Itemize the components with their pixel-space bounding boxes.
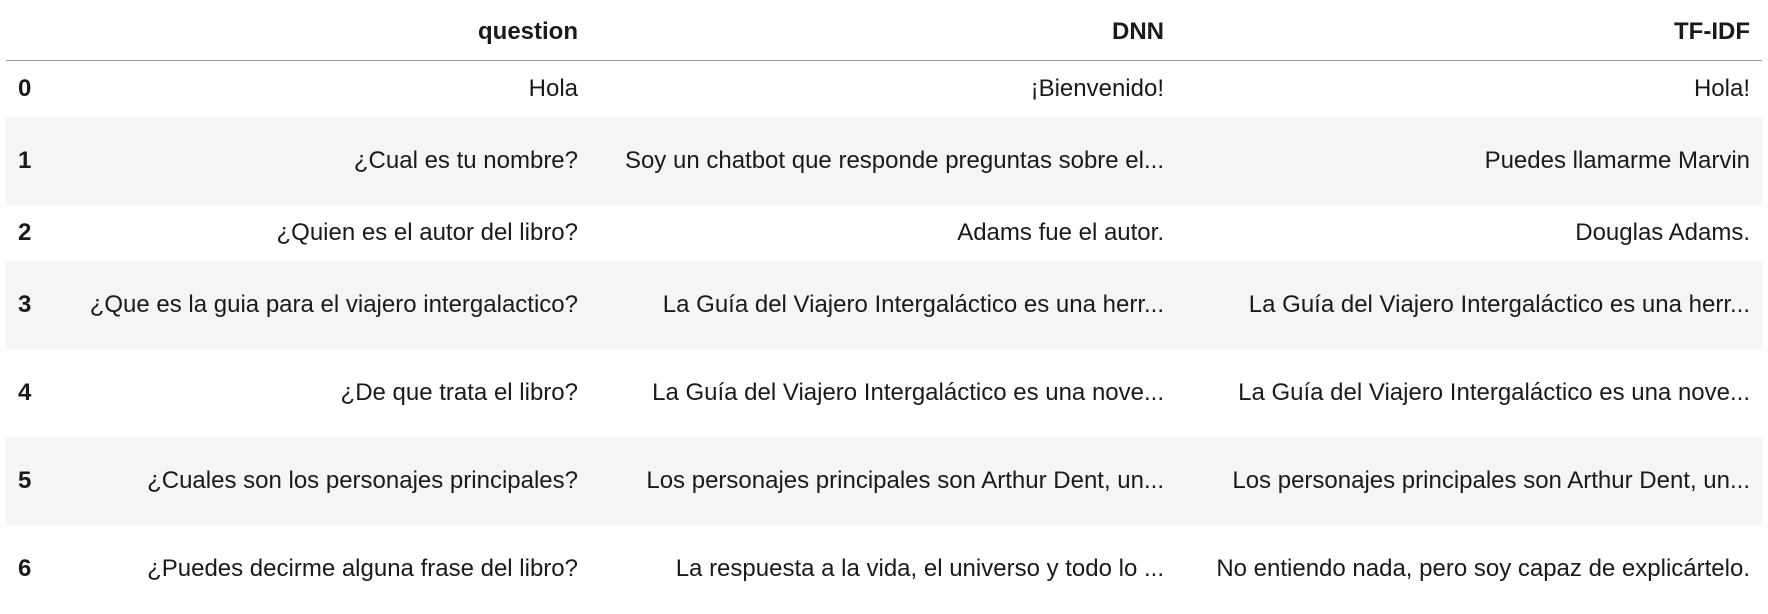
dnn-cell: Adams fue el autor. [957,219,1164,246]
table-row [6,261,1762,349]
table-row [6,205,1762,261]
dnn-cell: Soy un chatbot que responde preguntas sobre el... [624,147,1164,174]
question-cell: ¿De que trata el libro? [340,379,578,406]
question-cell: ¿Puedes decirme alguna frase del libro? [147,555,578,582]
table-row [6,61,1762,117]
row-index: 2 [18,218,32,246]
question-cell: Hola [528,75,578,103]
row-index: 1 [18,146,32,174]
table-row [6,349,1762,437]
row-index: 5 [18,466,32,494]
index-header [6,4,68,61]
question-cell: ¿Que es la guia para el viajero intergalactico? [89,291,578,318]
tfidf-cell: Hola! [1693,75,1750,103]
tfidf-cell: Los personajes principales son Arthur Dent, un... [1232,467,1750,494]
dnn-cell: La Guía del Viajero Intergaláctico es una nove... [652,379,1164,406]
dnn-cell: ¡Bienvenido! [1030,75,1164,103]
row-index: 3 [18,290,32,318]
row-index: 4 [18,378,32,406]
header-row [6,4,1762,61]
column-header-dnn: DNN [590,4,1176,61]
tfidf-cell: La Guía del Viajero Intergaláctico es una nove... [1238,379,1750,406]
dataframe-table [6,4,1762,613]
dnn-cell: Los personajes principales son Arthur Dent, un... [646,467,1164,494]
table-row [6,437,1762,525]
tfidf-cell: Douglas Adams. [1575,219,1750,246]
column-header-tfidf: TF-IDF [1176,4,1762,61]
table-row [6,117,1762,205]
dnn-cell: La Guía del Viajero Intergaláctico es una herr... [662,291,1164,318]
column-header-question: question [68,4,590,61]
question-cell: ¿Quien es el autor del libro? [276,219,578,246]
row-index: 6 [18,554,32,582]
row-index: 0 [18,74,32,102]
question-cell: ¿Cuales son los personajes principales? [147,467,578,494]
tfidf-cell: Puedes llamarme Marvin [1484,147,1750,174]
tfidf-cell: La Guía del Viajero Intergaláctico es una herr... [1248,291,1750,318]
question-cell: ¿Cual es tu nombre? [353,147,578,174]
tfidf-cell: No entiendo nada, pero soy capaz de explicártelo. [1216,555,1750,582]
dnn-cell: La respuesta a la vida, el universo y todo lo ... [675,555,1164,582]
table-row [6,525,1762,613]
